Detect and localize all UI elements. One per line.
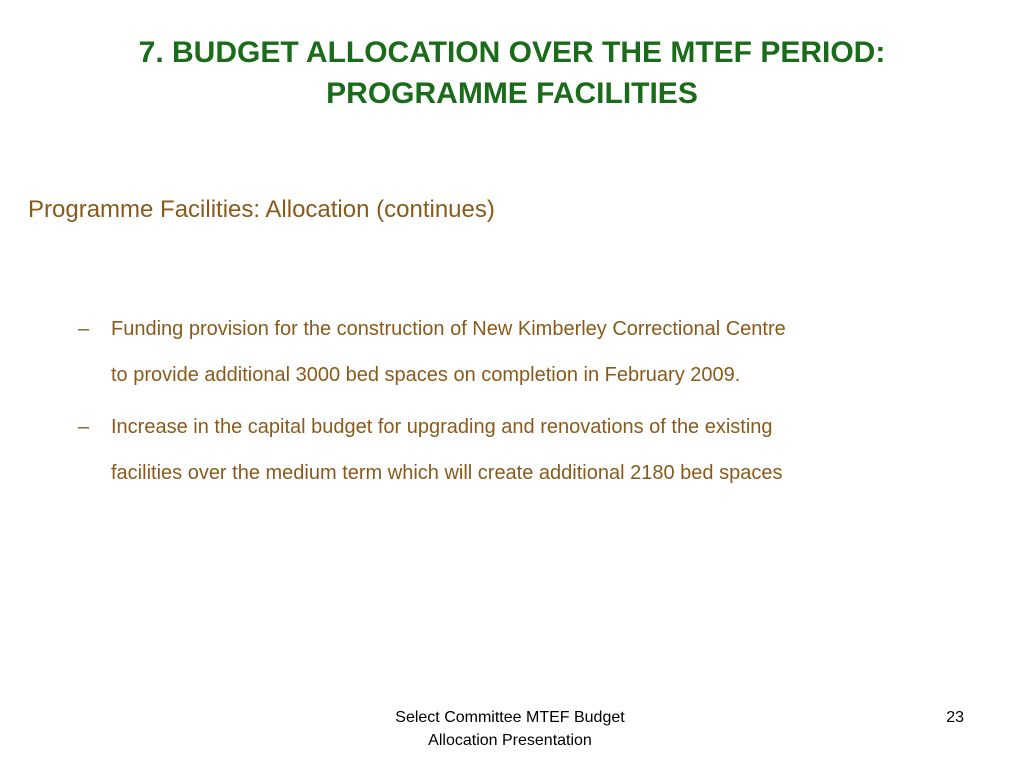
bullet-list [78,306,998,502]
bullet-dash: – [78,416,90,438]
page-number: 23 [946,709,964,726]
slide-title-line-1: 7. BUDGET ALLOCATION OVER THE MTEF PERIOD: [138,36,886,69]
bullet-item [78,404,998,496]
slide-subtitle: Programme Facilities: Allocation (continues) [28,196,495,223]
footer-line-1: Select Committee MTEF Budget [395,709,625,726]
bullet-text-line: facilities over the medium term which will create additional 2180 bed spaces [111,462,783,484]
footer-presentation-title [340,706,680,752]
bullet-text-line: to provide additional 3000 bed spaces on completion in February 2009. [111,364,741,386]
bullet-text-line: Increase in the capital budget for upgrading and renovations of the existing [111,416,773,438]
slide-title-line-2: PROGRAMME FACILITIES [326,77,698,110]
bullet-item [78,306,998,398]
bullet-dash: – [78,318,90,340]
slide-title [40,32,984,114]
footer-line-2: Allocation Presentation [428,732,592,749]
bullet-text-line: Funding provision for the construction of New Kimberley Correctional Centre [111,318,786,340]
